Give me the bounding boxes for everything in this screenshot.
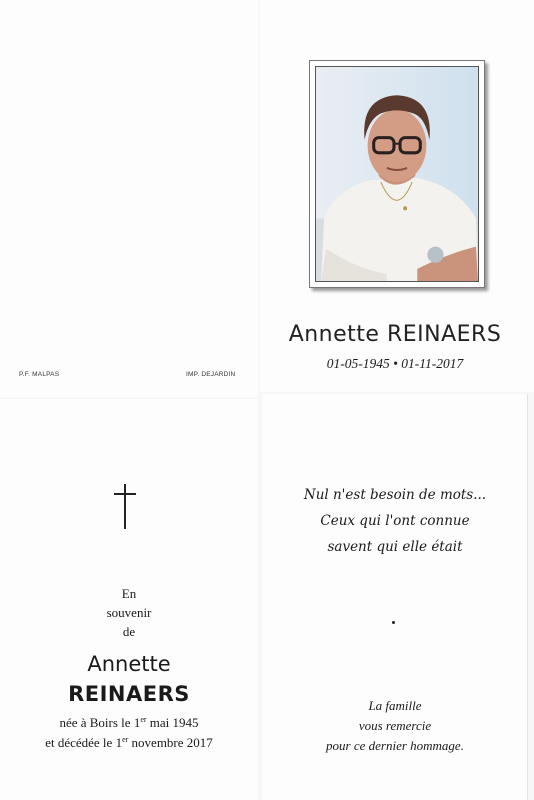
birth-line-date: mai 1945 [146, 715, 199, 730]
death-line-text: et décédée le 1 [45, 735, 123, 750]
inside-first-name: Annette [87, 652, 171, 676]
memorial-line-en: En [121, 586, 137, 601]
life-dates: 01-05-1945 • 01-11-2017 [326, 356, 464, 371]
thanks-line-3: pour ce dernier hommage. [326, 738, 464, 753]
memorial-line-souvenir: souvenir [106, 605, 152, 620]
back-cover-panel [0, 0, 258, 397]
front-first-name: Annette [288, 322, 380, 347]
memorial-line-de: de [122, 624, 136, 639]
birth-line [0, 715, 258, 731]
verse-line-2: Ceux qui l'ont connue [320, 513, 470, 529]
funeral-home-credit: P.F. MALPAS [19, 371, 60, 378]
front-name [262, 322, 528, 347]
verse-line-1: Nul n'est besoin de mots... [303, 487, 487, 503]
birth-line-text: née à Boirs le 1 [59, 715, 141, 730]
portrait-frame [309, 60, 485, 288]
thanks-line-1: La famille [368, 698, 422, 713]
thanks-line-2: vous remercie [358, 718, 432, 733]
death-line [0, 735, 258, 751]
birth-line-ordinal: er [140, 715, 147, 724]
death-line-ordinal: er [122, 735, 129, 744]
verse-line-3: savent qui elle était [327, 539, 463, 555]
inside-last-name: REINAERS [68, 682, 190, 706]
portrait-photo [315, 66, 479, 282]
death-line-date: novembre 2017 [128, 735, 213, 750]
ornament-dot [392, 621, 395, 624]
printer-credit: IMP. DEJARDIN [186, 371, 236, 378]
front-last-name: REINAERS [386, 322, 502, 347]
